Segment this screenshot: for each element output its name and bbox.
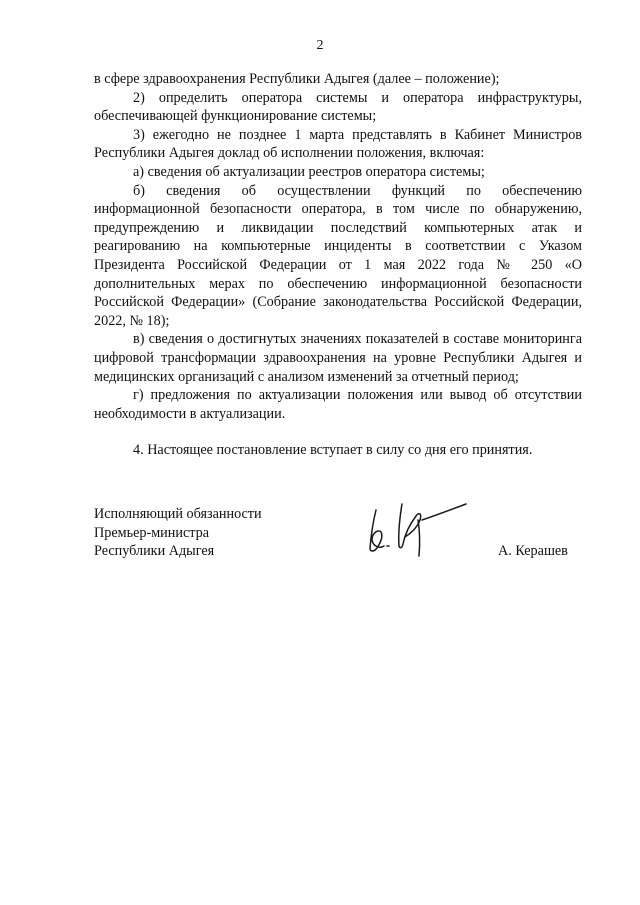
document-body	[94, 70, 582, 460]
signatory-title-line: Республики Адыгея	[94, 543, 215, 560]
paragraph-subitem-a: а) сведения об актуализации реестров оператора системы;	[133, 163, 485, 180]
paragraph-subitem-b: б) сведения об осуществлении функций по обеспечению информационной безопасности оператора, в том числе по обнаружению, предупреждению и ликвидации последствий компьютерных атак и реагированию на компьютерные инциденты в соответствии с Указом Президента Российской Федерации от 1 мая 2022 года № 250 «О дополнительных мерах по обеспечению информационной безопасности Российской Федерации» (Собрание законодательства Российской Федерации, 2022, № 18);	[94, 182, 582, 329]
paragraph-item-3: 3) ежегодно не позднее 1 марта представлять в Кабинет Министров Республики Адыгея доклад об исполнении положения, включая:	[94, 126, 582, 162]
signatory-name: А. Керашев	[498, 543, 568, 559]
paragraph-item-4: 4. Настоящее постановление вступает в силу со дня его принятия.	[133, 442, 533, 459]
signatory-title-line: Исполняющий обязанности	[94, 506, 262, 522]
signatory-title	[94, 505, 262, 561]
paragraph-subitem-v: в) сведения о достигнутых значениях показателей в составе мониторинга цифровой трансформации здравоохранения на уровне Республики Адыгея и медицинских организаций с анализом изменений за отчетный период;	[94, 331, 582, 385]
paragraph-item-2: 2) определить оператора системы и оператора инфраструктуры, обеспечивающей функционирование системы;	[94, 89, 582, 125]
paragraph-continuation: в сфере здравоохранения Республики Адыгея (далее – положение);	[94, 71, 500, 87]
signatory-title-line: Премьер-министра	[94, 524, 210, 541]
paragraph-subitem-g: г) предложения по актуализации положения или вывод об отсутствии необходимости в актуализации.	[94, 387, 582, 422]
page-number: 2	[316, 38, 324, 53]
handwritten-signature	[362, 496, 472, 560]
